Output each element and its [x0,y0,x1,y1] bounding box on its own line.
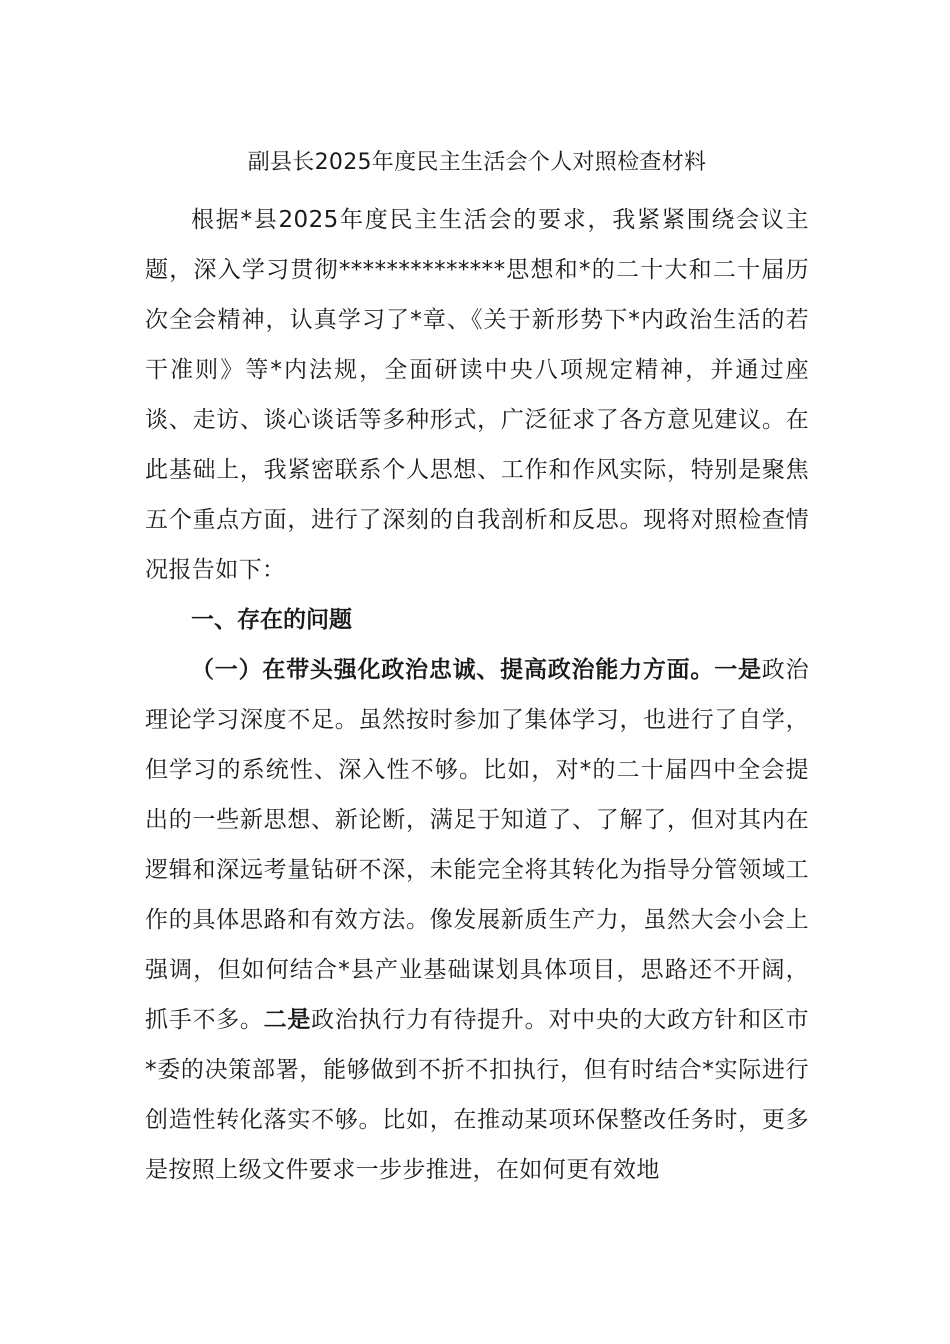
section-heading-problems: 一、存在的问题 [191,607,352,633]
document-body [145,145,809,1195]
intro-paragraph: 根据*县2025年度民主生活会的要求，我紧紧围绕会议主题，深入学习贯彻**************思想和*的二十大和二十届历次全会精神，认真学习了*章、《关于新形势下*内政治生活的若干准则》等*内法规，全面研读中央八项规定精神，并通过座谈、走访、谈心谈话等多种形式，广泛征求了各方意见建议。在此基础上，我紧密联系个人思想、工作和作风实际，特别是聚焦五个重点方面，进行了深刻的自我剖析和反思。现将对照检查情况报告如下： [145,207,809,583]
point-text-first: 政治理论学习深度不足。虽然按时参加了集体学习，也进行了自学，但学习的系统性、深入性不够。比如，对*的二十届四中全会提出的一些新思想、新论断，满足于知道了、了解了，但对其内在逻辑和深远考量钻研不深，未能完全将其转化为指导分管领域工作的具体思路和有效方法。像发展新质生产力，虽然大会小会上强调，但如何结合*县产业基础谋划具体项目，思路还不开阔，抓手不多。 [145,657,809,1033]
document-title: 副县长2025年度民主生活会个人对照检查材料 [247,150,707,175]
subsection-paragraph [145,645,809,1195]
point-text-second: 政治执行力有待提升。对中央的大政方针和区市*委的决策部署，能够做到不折不扣执行，但有时结合*实际进行创造性转化落实不够。比如，在推动某项环保整改任务时，更多是按照上级文件要求一步步推进，在如何更有效地 [145,1007,809,1183]
subsection-heading: （一）在带头强化政治忠诚、提高政治能力方面。 [191,657,715,683]
point-label-second: 二是 [263,1007,312,1033]
point-label-first: 一是 [714,657,762,683]
